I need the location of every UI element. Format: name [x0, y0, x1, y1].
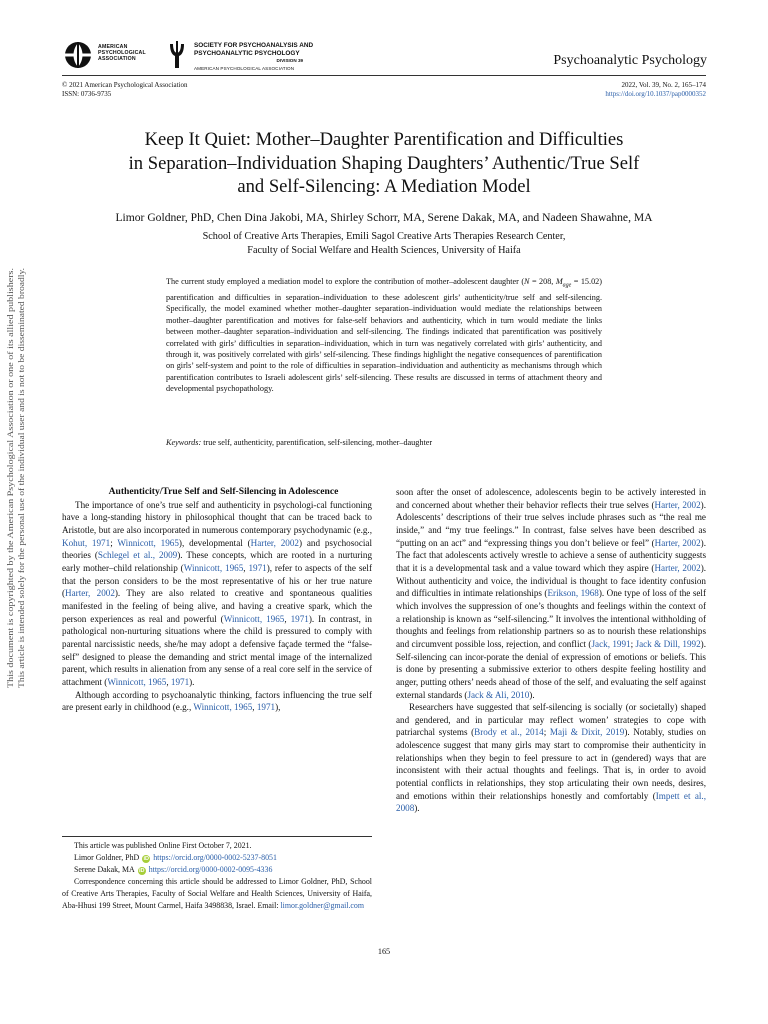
- body-text: ;: [110, 537, 118, 548]
- keywords: Keywords: true self, authenticity, parentification, self-silencing, mother–daughter: [166, 438, 433, 447]
- copyright-block: [62, 81, 187, 98]
- citation-link[interactable]: Harter, 2002: [654, 562, 701, 573]
- abstract: The current study employed a mediation model to explore the contribution of mother–adolescent daughter (N = 208, $M_{age} = 15.02$) parentification and difficulties in separation–individuation to these adolescent girls’ authenticity/true self and self-silencing. Specifically, the model examined whether mother–daughter separation–individuation would mediate the relationships between mother–daughter parentification and motives for false-self behaviors and authenticity, which in turn would mediate the links between mother–daughter separation–individuation and self-silencing. The findings indicated that parentification was positively correlated with girls’ difficulties in separation–individuation, which in turn was negatively correlated with girls’ authenticity, and through it, was positively correlated with girls’ self-silencing. These findings highlight the negative consequences of parentification on girls’ self-system and point to the role of difficulties in separation–individuation and authenticity as mechanisms through which parentification contributes to Israeli adolescent girls’ self-silencing. These results are discussed in terms of attachment theory and developmental psychopathology.: [166, 277, 602, 394]
- citation-link[interactable]: Brody et al., 2014: [474, 727, 544, 738]
- paragraph: [62, 499, 372, 689]
- right-column: [396, 486, 706, 815]
- orcid-link[interactable]: https://orcid.org/0000-0002-0095-4336: [148, 864, 273, 874]
- body-text: Researchers have suggested that self-silencing is socially (or societally) shaped and gendered, and in particular may reflect women’ strategies to cope with patriarchal systems (: [396, 702, 706, 738]
- side-notice-line-1: This document is copyrighted by the American Psychological Association or one of its allied publishers.: [5, 329, 15, 688]
- body-text: ), refer to aspects of the self that the person considers to be the most representative of his or her true nature (: [62, 562, 372, 599]
- body-text: ). These concepts, which are rooted in a nurturing early mother–child relationship (: [62, 550, 373, 573]
- citation-link[interactable]: Winnicott, 1965: [193, 702, 253, 713]
- division39-name: SOCIETY FOR PSYCHOANALYSIS AND PSYCHOANALYTIC PSYCHOLOGY DIVISION 39: [194, 42, 314, 64]
- citation-link[interactable]: Harter, 2002: [65, 588, 115, 599]
- email-link[interactable]: limor.goldner@gmail.com: [280, 900, 365, 910]
- citation-link[interactable]: 1971: [256, 702, 276, 713]
- apa-logo-icon: [63, 40, 93, 70]
- body-text: ). Self-silencing can incor-porate the denial of expression of emotions or beliefs. This is done by presenting a submissive exterior to others despite feeling hostility and anger, putting others’ needs ahead of those of the self, and evaluating the self against external standards (: [396, 638, 706, 700]
- paragraph: [62, 689, 372, 714]
- citation-link[interactable]: Kohut, 1971: [62, 537, 111, 548]
- body-text: ;: [630, 638, 636, 649]
- body-text: ). The fact that adolescents actively wrestle to achieve a sense of authenticity suggests that it is a developmental task and a value toward which they aspire (: [396, 537, 706, 573]
- orcid-link[interactable]: https://orcid.org/0000-0002-5237-8051: [153, 852, 277, 862]
- body-text: ). In contrast, in pathological non-nurturing situations where the child is pressured to comply with parental narcissistic needs, she/he may adopt a defensive façade termed the “false-self” designed to please the demanding and strict mental image of the internalized parent, which results in alienation from any sense of a real core self in the service of attachment (: [62, 613, 372, 687]
- citation-link[interactable]: Winnicott, 1965: [183, 562, 244, 573]
- body-text: ,: [166, 676, 171, 687]
- division39-subtitle: AMERICAN PSYCHOLOGICAL ASSOCIATION: [194, 66, 295, 71]
- journal-name: Psychoanalytic Psychology: [553, 53, 707, 68]
- citation-link[interactable]: Schlegel et al., 2009: [97, 550, 178, 561]
- body-text: ).: [189, 676, 195, 687]
- citation-link[interactable]: Winnicott, 1965: [223, 613, 285, 624]
- page-number: 165: [377, 947, 391, 956]
- correspondence-note: Correspondence concerning this article should be addressed to Limor Goldner, PhD, School of Creative Arts Therapies, Faculty of Social Welfare and Health Sciences, University of Haifa, Aba-Hhusi 199 Street, Mount Carmel, Haifa 3498838, Israel. Email: limor.goldner@gmail.com: [62, 876, 372, 910]
- body-text: ;: [543, 727, 550, 738]
- citation-link[interactable]: Impett et al., 2008: [396, 790, 706, 814]
- body-text: Although according to psychoanalytic thinking, factors influencing the true self are present early in childhood (e.g.,: [62, 689, 372, 713]
- body-text: ).: [529, 689, 535, 700]
- left-column: [62, 486, 372, 714]
- body-text: ). Without authenticity and voice, the individual is thought to face identity confusion and difficulties in intimate relationships (: [396, 562, 707, 599]
- body-text: ), developmental (: [178, 537, 251, 548]
- author-list: Limor Goldner, PhD, Chen Dina Jakobi, MA, Shirley Schorr, MA, Serene Dakak, MA, and Nadeen Shawahne, MA: [115, 211, 653, 224]
- body-text: ,: [252, 702, 257, 713]
- body-text: ),: [275, 702, 281, 713]
- orcid-icon: iD: [143, 855, 149, 862]
- citation-link[interactable]: 1971: [170, 676, 190, 687]
- citation-link[interactable]: Erikson, 1968: [547, 588, 599, 599]
- citation-link[interactable]: Harter, 2002: [654, 499, 701, 510]
- citation-block: [605, 81, 706, 98]
- affiliation: School of Creative Arts Therapies, Emili Sagol Creative Arts Therapies Research Center, Faculty of Social Welfare and Health Sciences, University of Haifa: [202, 231, 566, 256]
- apa-logo-text: AMERICAN PSYCHOLOGICAL ASSOCIATION: [98, 44, 146, 63]
- body-text: The importance of one’s true self and authenticity in psychologi-cal functioning have a long-standing history in philosophical thought that can be traced back to Aristotle, but are also incorporated in numerous contemporary psychodynamic (e.g.,: [62, 499, 372, 535]
- section-heading: Authenticity/True Self and Self-Silencing in Adolescence: [108, 486, 339, 497]
- published-note: This article was published Online First October 7, 2021.: [74, 841, 252, 850]
- paragraph: [396, 486, 706, 701]
- citation-link[interactable]: 1971: [290, 613, 309, 624]
- citation-link[interactable]: Harter, 2002: [250, 537, 299, 548]
- division39-logo-icon: [168, 40, 186, 70]
- article-title: Keep It Quiet: Mother–Daughter Parentification and Difficulties in Separation–Individuation Shaping Daughters’ Authentic/True Self and Self-Silencing: A Mediation Model: [128, 129, 640, 197]
- body-text: ,: [243, 562, 249, 573]
- body-text: ). Adolescents’ descriptions of their true selves include phrases such as “the real me inside,” and “my true feelings.” In contrast, false selves have been described as “putting on an act” and “expressing things you don’t believe or feel” (: [396, 499, 706, 548]
- copyright-side-notice: [0, 268, 40, 688]
- doi-link[interactable]: https://doi.org/10.1037/pap0000352: [605, 89, 706, 98]
- body-text: ) and psychosocial theories (: [62, 537, 373, 561]
- orcid-icon: iD: [138, 867, 145, 874]
- citation-link[interactable]: 1971: [248, 562, 267, 573]
- orcid-line: Limor Goldner, PhD iD https://orcid.org/0000-0002-5237-8051: [74, 852, 277, 862]
- citation-link[interactable]: Harter, 2002: [654, 537, 701, 548]
- citation-link[interactable]: Jack & Dill, 1992: [635, 638, 701, 649]
- issn-text: ISSN: 0736-9735: [62, 89, 112, 98]
- citation-link[interactable]: Maji & Dixit, 2019: [549, 727, 625, 738]
- citation-link[interactable]: Winnicott, 1965: [107, 676, 167, 687]
- header-rule: [62, 75, 706, 76]
- body-text: ). One type of loss of the self which involves the suppression of one’s thoughts and feelings within the context of a relationship is known as “self-silencing.” It involves the intentional withholding of thoughts and feelings from relationship partners so as to nourish these relationships and circumvent possible loss, rejection, and conflict (: [396, 588, 706, 649]
- citation-link[interactable]: Jack & Ali, 2010: [467, 689, 530, 700]
- body-text: ). Notably, studies on adolescence suggest that many girls may start to compromise their authenticity in relationships when they begin to feel pressure to act in (gendered) ways that are inconsistent with their actual thoughts and feelings. That is, in order to avoid potential conflicts in relationships, they stop articulating their own needs, desires, and emotions within their relationships honestly and comfortably (: [396, 727, 706, 801]
- citation-link[interactable]: Jack, 1991: [591, 638, 631, 649]
- paragraph: [396, 701, 706, 815]
- copyright-text: © 2021 American Psychological Association: [62, 81, 188, 89]
- footnote: [62, 840, 372, 911]
- side-notice-line-2: This article is intended solely for the personal use of the individual user and is not to be disseminated broadly.: [16, 310, 26, 688]
- citation-text: 2022, Vol. 39, No. 2, 165–174: [621, 81, 706, 89]
- orcid-line: Serene Dakak, MA iD https://orcid.org/0000-0002-0095-4336: [74, 864, 273, 874]
- body-text: soon after the onset of adolescence, adolescents begin to be actively interested in and concerned about whether their behavior reflects their true selves (: [396, 487, 706, 510]
- body-text: ).: [414, 803, 420, 814]
- body-text: ,: [284, 613, 291, 624]
- citation-link[interactable]: Winnicott, 1965: [117, 537, 179, 548]
- footnote-rule: [62, 836, 372, 837]
- body-text: ). They are also related to creative and spontaneous qualities manifested in the feeling of being alive, and having a creative spark, which the person experiences as real and powerful (: [62, 588, 372, 624]
